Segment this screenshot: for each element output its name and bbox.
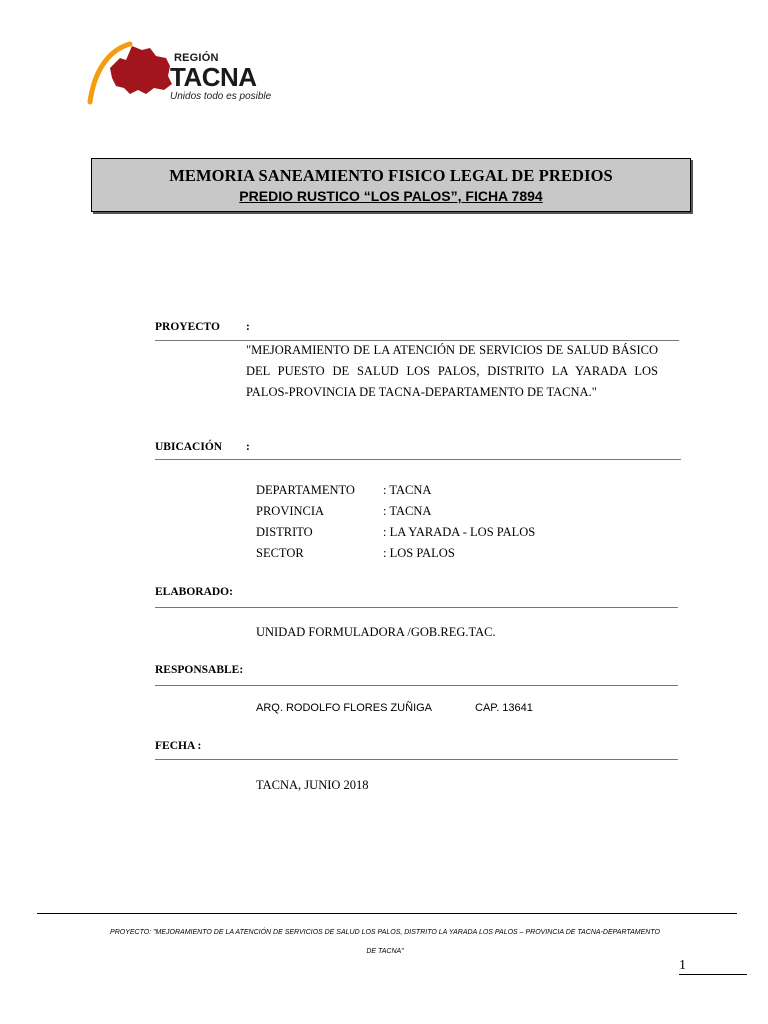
logo-tagline: Unidos todo es posible [170,91,272,102]
fecha-label: FECHA : [155,740,202,752]
ubicacion-key-distrito: DISTRITO [256,525,313,539]
ubicacion-value-departamento: : TACNA [383,483,432,497]
ubicacion-value-distrito: : LA YARADA - LOS PALOS [383,525,536,539]
page-number-underline [679,974,747,975]
tacna-map-icon [86,36,176,106]
elaborado-label: ELABORADO: [155,586,233,598]
region-tacna-logo [86,36,276,106]
ubicacion-value-provincia: : TACNA [383,504,432,518]
footer-project-line-2: DE TACNA" [366,948,404,955]
ubicacion-label: UBICACIÓN [155,441,223,453]
document-title: MEMORIA SANEAMIENTO FISICO LEGAL DE PREDIOS [169,166,613,185]
ubicacion-divider [155,459,681,460]
proyecto-colon: : [246,321,250,333]
ubicacion-key-sector: SECTOR [256,546,304,560]
footer-divider [37,913,737,914]
page-number: 1 [679,958,686,973]
ubicacion-value-sector: : LOS PALOS [383,546,455,560]
responsable-divider [155,685,678,686]
responsable-name: ARQ. RODOLFO FLORES ZUÑIGA [256,702,433,714]
document-title-box [91,158,691,212]
ubicacion-key-provincia: PROVINCIA [256,504,325,518]
logo-name-text: TACNA [170,62,257,92]
fecha-value: TACNA, JUNIO 2018 [256,778,369,792]
ubicacion-colon: : [246,441,250,453]
elaborado-value: UNIDAD FORMULADORA /GOB.REG.TAC. [256,625,496,639]
proyecto-label: PROYECTO [155,321,220,333]
proyecto-description: "MEJORAMIENTO DE LA ATENCIÓN DE SERVICIOS DE SALUD BÁSICO DEL PUESTO DE SALUD LOS PALOS, DISTRITO LA YARADA LOS PALOS-PROVINCIA DE TACNA-DEPARTAMENTO DE TACNA." [246,343,658,399]
logo-region-text: REGIÓN [174,52,219,64]
ubicacion-key-departamento: DEPARTAMENTO [256,483,355,497]
fecha-divider [155,759,678,760]
elaborado-divider [155,607,678,608]
footer-project-line-1: PROYECTO: "MEJORAMIENTO DE LA ATENCIÓN DE SERVICIOS DE SALUD LOS PALOS, DISTRITO LA YARADA LOS PALOS – PROVINCIA DE TACNA-DEPARTAMENTO [110,929,660,936]
document-subtitle: PREDIO RUSTICO “LOS PALOS”, FICHA 7894 [239,188,543,204]
responsable-label: RESPONSABLE: [155,664,244,676]
responsable-cap: CAP. 13641 [475,702,533,714]
